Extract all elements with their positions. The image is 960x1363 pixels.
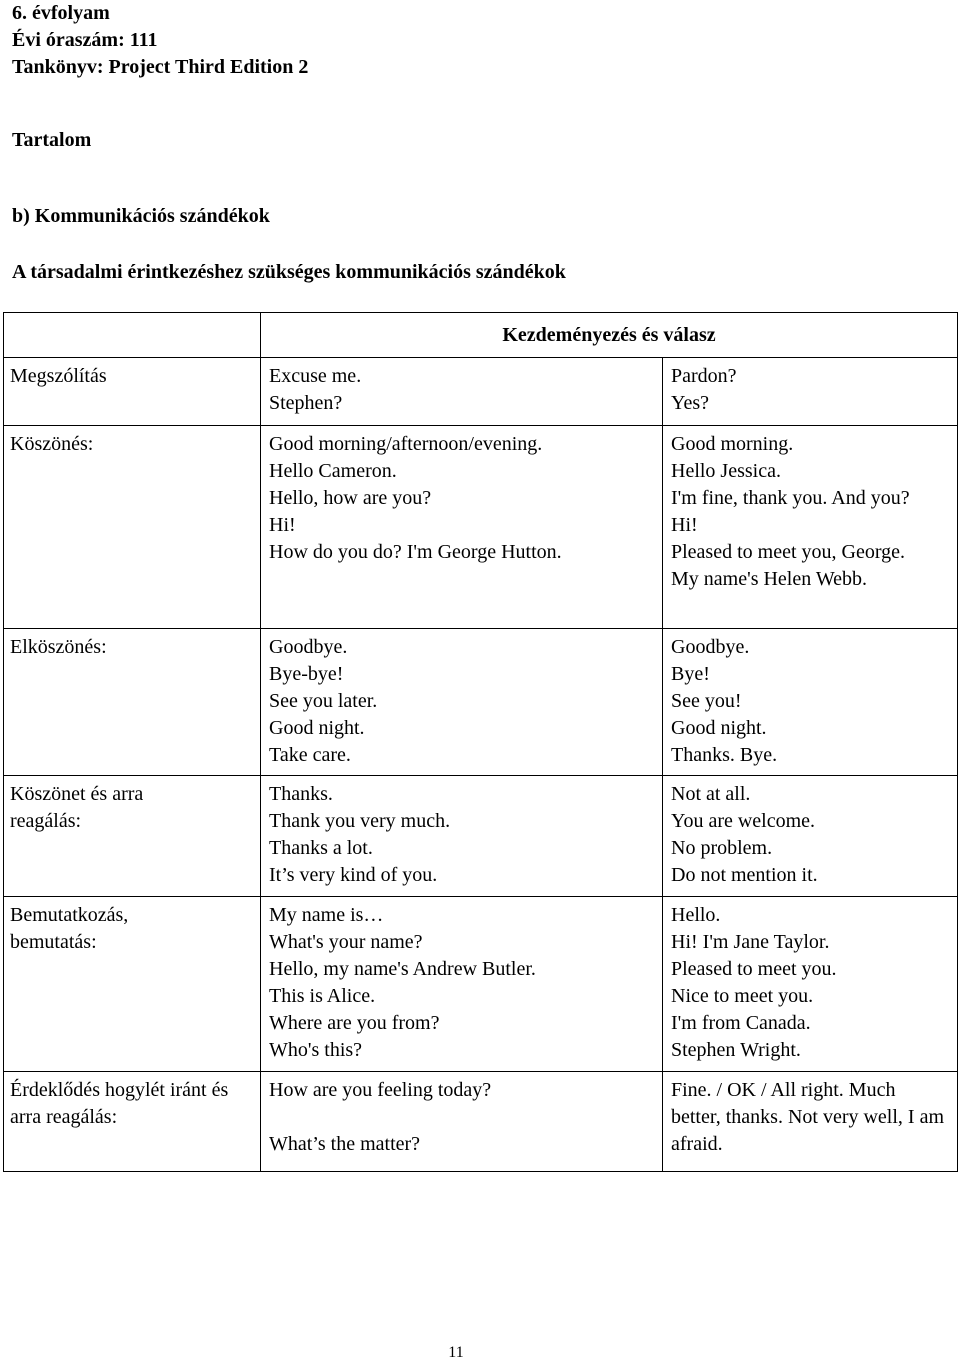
- response-line: See you!: [671, 690, 742, 712]
- initiation-cell: [261, 776, 663, 897]
- initiation-line: Where are you from?: [269, 1012, 440, 1034]
- response-line: I'm fine, thank you. And you?: [671, 487, 910, 509]
- initiation-line: What's your name?: [269, 931, 423, 953]
- response-line: Not at all.: [671, 783, 751, 805]
- response-line: Thanks. Bye.: [671, 744, 778, 766]
- category-label: Köszönés:: [10, 433, 94, 455]
- table-row: [4, 897, 958, 1072]
- response-cell: [663, 1072, 958, 1172]
- table-header-row: [4, 313, 958, 358]
- response-line: You are welcome.: [671, 810, 816, 832]
- initiation-line: Stephen?: [269, 392, 343, 414]
- response-line: Do not mention it.: [671, 864, 818, 886]
- initiation-line: Who's this?: [269, 1039, 363, 1061]
- response-cell: [663, 629, 958, 776]
- initiation-line: Thank you very much.: [269, 810, 451, 832]
- response-cell: [663, 776, 958, 897]
- initiation-line: Hello, my name's Andrew Butler.: [269, 958, 536, 980]
- category-label: Érdeklődés hogylét iránt és arra reagálás:: [10, 1079, 229, 1128]
- initiation-cell: [261, 629, 663, 776]
- line-spacer: [269, 1104, 654, 1131]
- initiation-line: What’s the matter?: [269, 1133, 421, 1155]
- initiation-line: Good night.: [269, 717, 365, 739]
- table-row: [4, 776, 958, 897]
- response-line: Stephen Wright.: [671, 1039, 801, 1061]
- initiation-cell: [261, 426, 663, 629]
- response-line: Nice to meet you.: [671, 985, 814, 1007]
- initiation-line: Excuse me.: [269, 365, 362, 387]
- response-cell: [663, 358, 958, 426]
- initiation-cell: [261, 358, 663, 426]
- response-line: Bye!: [671, 663, 710, 685]
- table-row: [4, 358, 958, 426]
- category-label: Bemutatkozás, bemutatás:: [10, 904, 129, 953]
- initiation-line: See you later.: [269, 690, 378, 712]
- response-line: Good night.: [671, 717, 767, 739]
- response-line: Hi! I'm Jane Taylor.: [671, 931, 830, 953]
- table-row: [4, 629, 958, 776]
- response-line: Hello.: [671, 904, 721, 926]
- column-header: Kezdeményezés és válasz: [261, 313, 958, 358]
- category-cell: [4, 1072, 261, 1172]
- initiation-line: Bye-bye!: [269, 663, 344, 685]
- annual-hours: Évi óraszám: 111: [12, 29, 158, 51]
- initiation-line: Take care.: [269, 744, 351, 766]
- category-label: Elköszönés:: [10, 636, 107, 658]
- initiation-cell: [261, 897, 663, 1072]
- response-line: Pleased to meet you, George.: [671, 541, 906, 563]
- category-label: Köszönet és arra reagálás:: [10, 783, 144, 832]
- table-row: [4, 1072, 958, 1172]
- textbook-title: Tankönyv: Project Third Edition 2: [12, 56, 309, 78]
- initiation-line: It’s very kind of you.: [269, 864, 438, 886]
- initiation-cell: [261, 1072, 663, 1172]
- response-line: Yes?: [671, 392, 709, 414]
- response-line: I'm from Canada.: [671, 1012, 811, 1034]
- initiation-line: Hello Cameron.: [269, 460, 397, 482]
- response-line: No problem.: [671, 837, 773, 859]
- response-line: Hi!: [671, 514, 698, 536]
- initiation-line: Hello, how are you?: [269, 487, 432, 509]
- response-line: My name's Helen Webb.: [671, 568, 868, 590]
- response-line: Pleased to meet you.: [671, 958, 837, 980]
- initiation-line: My name is…: [269, 904, 384, 926]
- section-heading: b) Kommunikációs szándékok: [12, 205, 270, 227]
- initiation-line: Good morning/afternoon/evening.: [269, 433, 543, 455]
- initiation-line: Goodbye.: [269, 636, 348, 658]
- response-line: Goodbye.: [671, 636, 750, 658]
- communication-table: [3, 312, 958, 1172]
- initiation-line: Hi!: [269, 514, 296, 536]
- initiation-line: Thanks.: [269, 783, 333, 805]
- initiation-line: How do you do? I'm George Hutton.: [269, 541, 562, 563]
- header-empty-cell: [4, 313, 261, 358]
- initiation-line: This is Alice.: [269, 985, 376, 1007]
- page-number: 11: [448, 1344, 464, 1361]
- category-cell: [4, 358, 261, 426]
- subsection-heading: A társadalmi érintkezéshez szükséges kommunikációs szándékok: [12, 261, 566, 283]
- response-cell: [663, 426, 958, 629]
- initiation-line: How are you feeling today?: [269, 1079, 492, 1101]
- response-line: Pardon?: [671, 365, 737, 387]
- initiation-line: Thanks a lot.: [269, 837, 373, 859]
- category-cell: [4, 426, 261, 629]
- response-line: Fine. / OK / All right. Much better, thanks. Not very well, I am afraid.: [671, 1079, 945, 1155]
- category-cell: [4, 629, 261, 776]
- response-line: Hello Jessica.: [671, 460, 781, 482]
- category-cell: [4, 897, 261, 1072]
- grade-heading: 6. évfolyam: [12, 2, 110, 24]
- response-cell: [663, 897, 958, 1072]
- category-cell: [4, 776, 261, 897]
- response-line: Good morning.: [671, 433, 794, 455]
- contents-heading: Tartalom: [12, 129, 92, 151]
- category-label: Megszólítás: [10, 365, 107, 387]
- table-row: [4, 426, 958, 629]
